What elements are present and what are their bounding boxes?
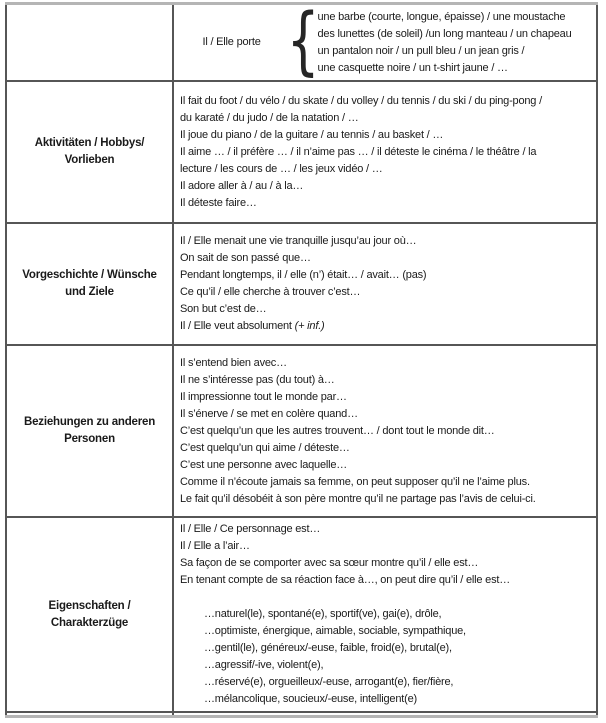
phrase-table (5, 5, 598, 715)
text-line: Il aime … / il préfère … / il n’aime pas … / il déteste le cinéma / le théâtre / la (180, 145, 537, 158)
row-label-cell-empty (7, 713, 174, 715)
adjective-line: …naturel(le), spontané(e), sportif(ve), gai(e), drôle, (204, 608, 442, 620)
row-label-line: Personen (64, 433, 115, 445)
text-line: Son but c’est de… (180, 303, 267, 315)
text-line: C’est quelqu’un que les autres trouvent… / dont tout le monde dit… (180, 424, 495, 437)
adjective-line: …optimiste, énergique, aimable, sociable, sympathique, (204, 625, 466, 637)
text-segment: Il / Elle veut absolument (180, 320, 295, 332)
adjective-line: …mélancolique, soucieux/-euse, intelligent(e) (204, 693, 417, 705)
row-label-line: Eigenschaften / (48, 599, 131, 612)
italic-note: (+ inf.) (294, 320, 325, 332)
text-line: Il impressionne tout le monde par… (180, 390, 347, 403)
text-line: Il s’énerve / se met en colère quand… (180, 407, 358, 420)
row-label-cell (7, 346, 174, 516)
table-row-background-goals (7, 224, 596, 346)
text-line: Comme il n’écoute jamais sa femme, on peut supposer qu’il ne l’aime plus. (180, 475, 530, 488)
text-line: Il joue du piano / de la guitare / au tennis / au basket / … (180, 128, 444, 141)
text-line: En tenant compte de sa réaction face à…, on peut dire qu’il / elle est… (180, 574, 511, 586)
text-line: Pendant longtemps, il / elle (n’) était… / avait… (pas) (180, 269, 427, 281)
text-line: Il déteste faire… (180, 196, 257, 209)
row-content-cell (174, 224, 596, 344)
text-line: C’est quelqu’un qui aime / déteste… (180, 441, 350, 454)
porte-intro-text: Il / Elle porte (202, 36, 261, 48)
porte-options-list (318, 9, 572, 77)
text-line: un pantalon noir / un pull bleu / un jean gris / (317, 44, 525, 57)
text-line: Il / Elle a l’air… (180, 540, 250, 552)
row-label-line: Beziehungen zu anderen (23, 416, 156, 428)
text-line: lecture / les cours de … / les jeux vidéo / … (180, 162, 383, 175)
text-line: Il / Elle menait une vie tranquille jusqu’au jour où… (180, 235, 417, 247)
text-line: une casquette noire / un t-shirt jaune / … (317, 61, 508, 74)
table-row-partial (7, 713, 596, 715)
text-line: Il / Elle / Ce personnage est… (180, 523, 321, 535)
text-line: Il s’entend bien avec… (180, 356, 287, 369)
row-label-line: und Ziele (65, 286, 114, 298)
row-label-line: Aktivitäten / Hobbys/ (34, 137, 145, 149)
text-line: Il ne s’intéresse pas (du tout) à… (180, 373, 335, 386)
row-content-cell (174, 82, 596, 222)
text-line: une barbe (courte, longue, épaisse) / une moustache (317, 10, 566, 23)
adjective-line: …agressif/-ive, violent(e), (204, 659, 324, 671)
text-line: Sa façon de se comporter avec sa sœur montre qu’il / elle est… (180, 557, 479, 569)
text-line: Ce qu’il / elle cherche à trouver c’est… (180, 286, 361, 298)
text-line: des lunettes (de soleil) /un long manteau / un chapeau (317, 27, 572, 40)
row-content-cell (174, 346, 596, 516)
table-row-relationships (7, 346, 596, 518)
text-line: Il adore aller à / au / à la… (180, 179, 304, 192)
table-bottom-border (5, 715, 598, 718)
text-line: C’est une personne avec laquelle… (180, 458, 348, 471)
text-line: du karaté / du judo / de la natation / … (180, 111, 359, 124)
adjective-line: …gentil(le), généreux/-euse, faible, froid(e), brutal(e), (204, 642, 452, 654)
row-label-line: Charakterzüge (50, 616, 129, 629)
table-row-clothing (7, 5, 596, 82)
table-row-activities (7, 82, 596, 224)
text-line (180, 318, 594, 335)
row-label-cell-empty (7, 5, 174, 80)
curly-brace-glyph: { (286, 5, 319, 80)
row-label-cell (7, 224, 174, 344)
row-content-cell (174, 5, 596, 80)
row-content-cell (174, 713, 596, 715)
row-content-cell (174, 518, 596, 711)
blank-line (180, 589, 594, 606)
row-label-line: Vorlieben (64, 154, 115, 166)
row-label-line: Vorgeschichte / Wünsche (22, 269, 157, 281)
adjective-line: …réservé(e), orgueilleux/-euse, arrogant(e), fier/fière, (204, 676, 454, 688)
table-row-character-traits (7, 518, 596, 713)
text-line: Le fait qu’il désobéit à son père montre qu’il ne partage pas l’avis de celui-ci. (180, 492, 536, 505)
row-label-cell (7, 82, 174, 222)
text-line: On sait de son passé que… (180, 252, 311, 264)
row-label-cell (7, 518, 174, 711)
text-line: Il fait du foot / du vélo / du skate / du volley / du tennis / du ski / du ping-pong / (180, 94, 542, 107)
